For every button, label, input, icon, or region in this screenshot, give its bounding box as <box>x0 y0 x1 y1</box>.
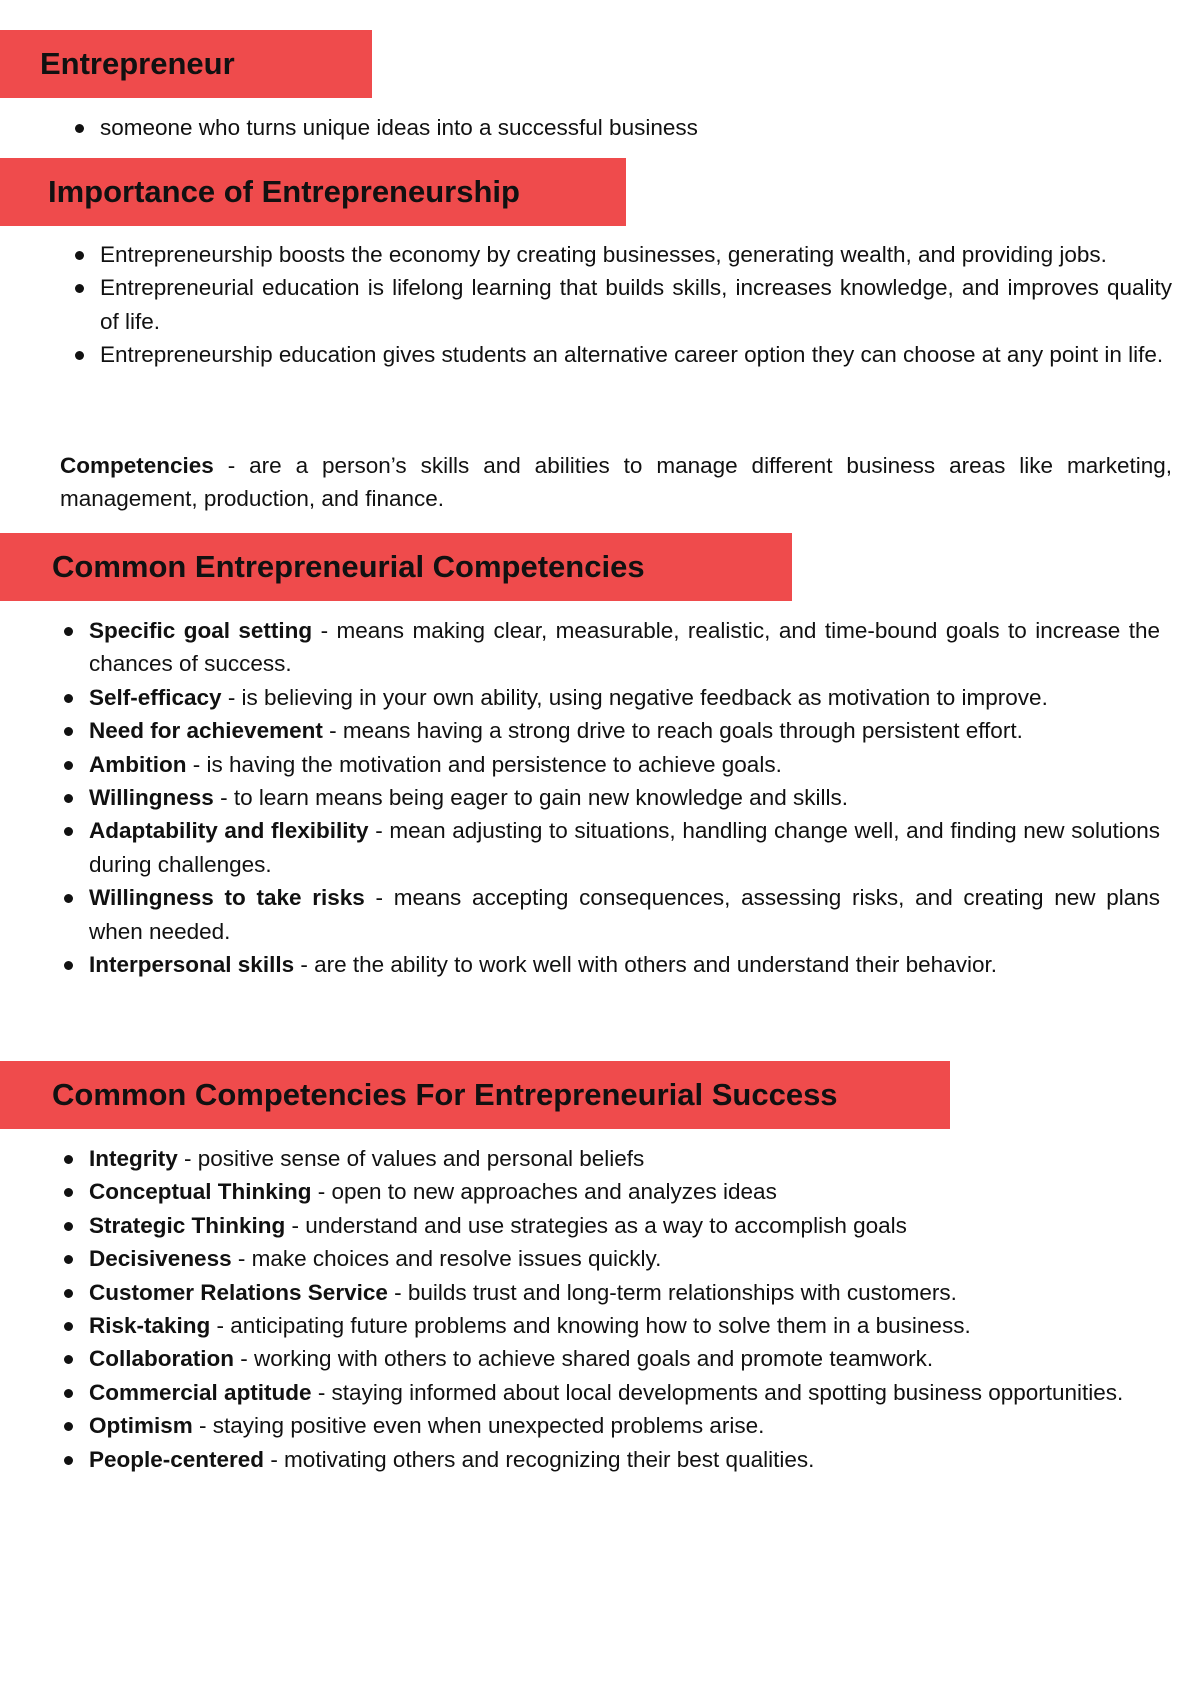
list-item <box>61 714 1160 747</box>
section-heading-text: Common Entrepreneurial Competencies <box>52 549 645 584</box>
list-item-text: - motivating others and recognizing their best qualities. <box>264 1446 815 1472</box>
list-item-text: Entrepreneurial education is lifelong learning that builds skills, increases knowledge, and improves quality of life. <box>100 275 1172 334</box>
list-item-text: - staying positive even when unexpected problems arise. <box>192 1413 765 1439</box>
list-item-text: - means having a strong drive to reach goals through persistent effort. <box>322 718 1023 744</box>
list-item-text: - understand and use strategies as a way to accomplish goals <box>285 1212 907 1238</box>
list-item-text: - to learn means being eager to gain new knowledge and skills. <box>213 785 848 811</box>
list-item <box>61 1409 1172 1442</box>
success-competencies-list <box>61 1142 1172 1476</box>
list-item-term: Need for achievement <box>89 718 323 744</box>
list-item-text: - mean adjusting to situations, handling change well, and finding new solutions during challenges. <box>89 818 1160 877</box>
section-heading-text: Importance of Entrepreneurship <box>48 174 520 209</box>
list-item-term: Commercial aptitude <box>89 1379 312 1405</box>
definition-text: - are a person’s skills and abilities to manage different business areas like marketing, management, production, and finance. <box>60 453 1172 512</box>
list-item-text: - staying informed about local developments and spotting business opportunities. <box>311 1379 1124 1405</box>
list-item <box>61 1209 1172 1242</box>
list-item <box>61 1342 1172 1375</box>
list-item-term: Specific goal setting <box>89 618 313 643</box>
list-item <box>61 1142 1172 1175</box>
list-item <box>61 1309 1172 1342</box>
list-item <box>72 111 1172 144</box>
list-item-text: - builds trust and long-term relationships with customers. <box>387 1279 957 1305</box>
competencies-definition <box>60 449 1172 516</box>
list-item <box>61 681 1160 714</box>
list-item <box>61 748 1160 781</box>
section-heading-text: Common Competencies For Entrepreneurial Success <box>52 1077 838 1112</box>
list-item <box>61 614 1160 681</box>
importance-list <box>72 238 1172 372</box>
list-item-term: Risk-taking <box>89 1313 211 1339</box>
list-item-term: Adaptability and flexibility <box>89 818 369 844</box>
list-item <box>61 1175 1172 1208</box>
list-item-term: People-centered <box>89 1446 265 1472</box>
definition-term: Competencies <box>60 453 214 478</box>
list-item-text: Entrepreneurship boosts the economy by creating businesses, generating wealth, and providing jobs. <box>100 242 1107 267</box>
list-item <box>72 271 1172 338</box>
list-item-text: - positive sense of values and personal beliefs <box>177 1146 645 1171</box>
section-heading-common-competencies <box>0 533 792 601</box>
list-item-text: - working with others to achieve shared goals and promote teamwork. <box>234 1346 934 1372</box>
list-item-text: - are the ability to work well with others and understand their behavior. <box>294 952 997 978</box>
list-item-text: - make choices and resolve issues quickly. <box>231 1246 662 1272</box>
list-item-term: Self-efficacy <box>89 684 222 710</box>
common-competencies-list <box>61 614 1160 981</box>
list-item <box>61 1276 1172 1309</box>
section-heading-success-competencies <box>0 1061 950 1129</box>
list-item-text: - open to new approaches and analyzes ideas <box>311 1179 777 1205</box>
list-item <box>72 338 1172 371</box>
list-item-text: - means accepting consequences, assessing risks, and creating new plans when needed. <box>89 885 1160 944</box>
list-item-term: Integrity <box>89 1146 178 1171</box>
section-heading-text: Entrepreneur <box>40 46 235 81</box>
list-item <box>61 814 1160 881</box>
list-item-text: - is having the motivation and persistence to achieve goals. <box>186 751 782 777</box>
list-item <box>72 238 1172 271</box>
list-item-term: Interpersonal skills <box>89 952 295 978</box>
section-heading-importance <box>0 158 626 226</box>
list-item <box>61 881 1160 948</box>
entrepreneur-list <box>72 111 1172 144</box>
list-item-term: Willingness <box>89 785 214 811</box>
list-item <box>61 1443 1172 1476</box>
list-item <box>61 1376 1172 1409</box>
list-item-text: someone who turns unique ideas into a successful business <box>100 115 698 140</box>
list-item-text: - anticipating future problems and knowing how to solve them in a business. <box>210 1313 971 1339</box>
list-item-text: - is believing in your own ability, using negative feedback as motivation to improve. <box>221 684 1048 710</box>
list-item-term: Optimism <box>89 1413 193 1439</box>
list-item-term: Conceptual Thinking <box>89 1179 312 1205</box>
list-item-term: Strategic Thinking <box>89 1212 286 1238</box>
list-item-term: Ambition <box>89 751 187 777</box>
list-item-term: Customer Relations Service <box>89 1279 388 1305</box>
list-item-term: Willingness to take risks <box>89 885 365 911</box>
section-heading-entrepreneur <box>0 30 372 98</box>
list-item-term: Decisiveness <box>89 1246 232 1272</box>
list-item <box>61 781 1160 814</box>
list-item <box>61 948 1160 981</box>
list-item-text: - means making clear, measurable, realistic, and time-bound goals to increase the chances of success. <box>89 618 1160 677</box>
list-item-term: Collaboration <box>89 1346 234 1372</box>
list-item <box>61 1242 1172 1275</box>
list-item-text: Entrepreneurship education gives students an alternative career option they can choose at any point in life. <box>100 342 1164 368</box>
